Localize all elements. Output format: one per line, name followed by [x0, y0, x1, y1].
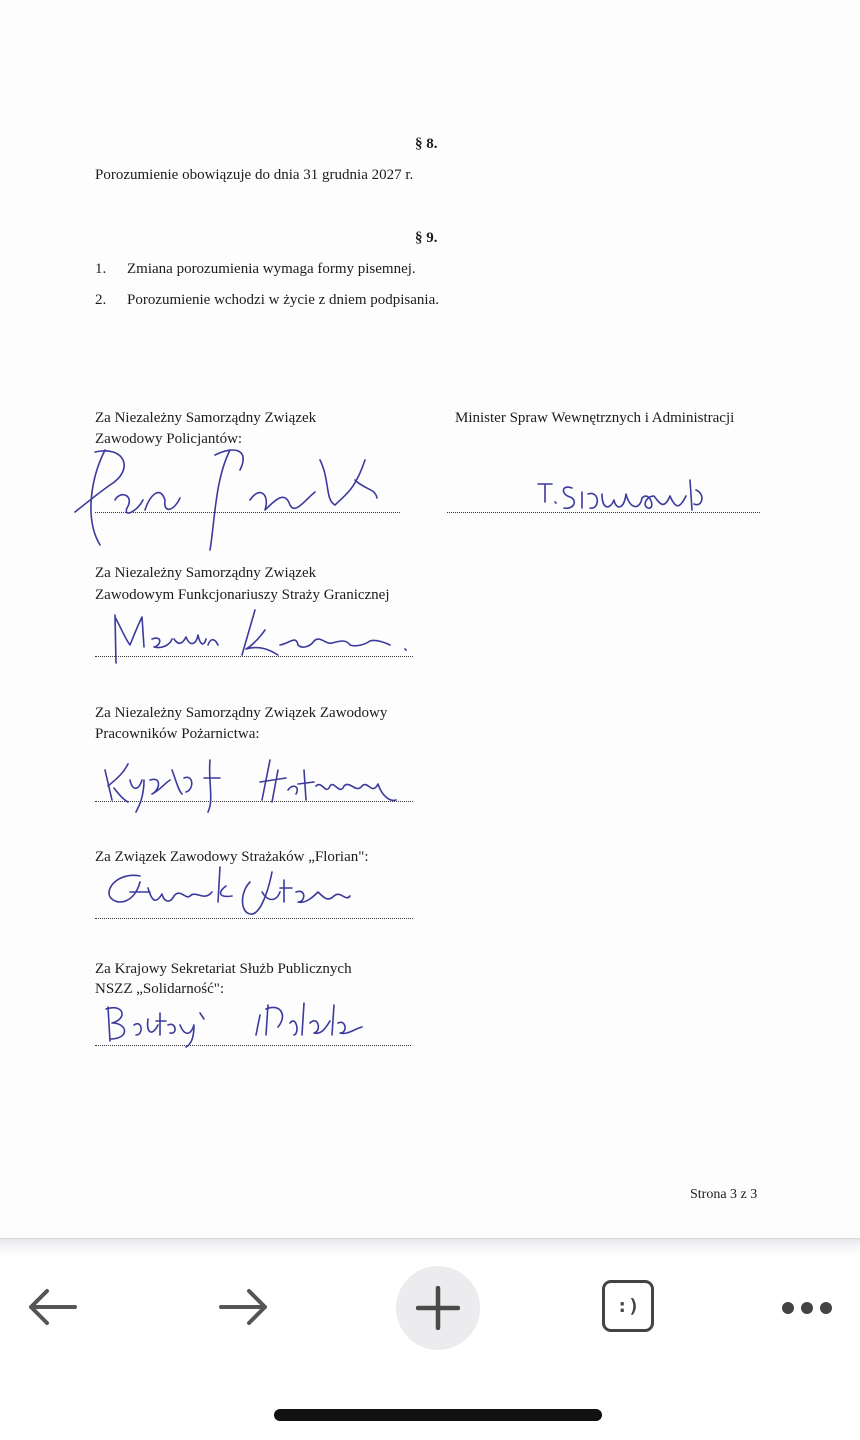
section-9-heading: § 9. [415, 230, 438, 246]
party-police-line-2: Zawodowy Policjantów: [95, 431, 243, 447]
tabs-count-label: :) [616, 1295, 640, 1317]
section-9-item-1-text: Zmiana porozumienia wymaga formy pisemnej. [127, 261, 416, 277]
signature-police [65, 440, 395, 555]
party-minister-line-1: Minister Spraw Wewnętrznych i Administracji [455, 410, 735, 426]
ellipsis-icon [779, 1300, 835, 1316]
party-solidarnosc-line-2: NSZZ „Solidarność": [95, 981, 225, 997]
home-indicator[interactable] [274, 1409, 602, 1421]
section-8-heading: § 8. [415, 136, 438, 152]
arrow-left-icon [23, 1285, 79, 1329]
section-8-text: Porozumienie obowiązuje do dnia 31 grudnia 2027 r. [95, 167, 414, 183]
signature-solidarnosc [100, 995, 390, 1050]
party-firefighters-line-1: Za Niezależny Samorządny Związek Zawodowy [95, 705, 388, 721]
forward-button[interactable] [214, 1276, 276, 1338]
signature-florian [100, 862, 400, 922]
signature-minister [530, 470, 720, 520]
section-9-item-2-number: 2. [95, 292, 107, 308]
party-border-guard-line-2: Zawodowym Funkcjonariuszy Straży Granicznej [95, 587, 390, 603]
signature-firefighters [100, 750, 420, 815]
party-solidarnosc-line-1: Za Krajowy Sekretariat Służb Publicznych [95, 961, 352, 977]
signature-border-guard [100, 605, 420, 665]
plus-icon [416, 1286, 460, 1330]
party-firefighters-line-2: Pracowników Pożarnictwa: [95, 726, 260, 742]
tabs-button[interactable] [602, 1280, 654, 1332]
party-border-guard-line-1: Za Niezależny Samorządny Związek [95, 565, 317, 581]
new-tab-button[interactable] [396, 1266, 480, 1350]
section-9-item-2-text: Porozumienie wchodzi w życie z dniem podpisania. [127, 292, 439, 308]
toolbar-divider [0, 1238, 860, 1257]
more-button[interactable] [776, 1284, 838, 1332]
party-florian-line-1: Za Związek Zawodowy Strażaków „Florian": [95, 849, 369, 865]
arrow-right-icon [217, 1285, 273, 1329]
section-9-item-1-number: 1. [95, 261, 107, 277]
page-number: Strona 3 z 3 [690, 1187, 758, 1202]
back-button[interactable] [20, 1276, 82, 1338]
party-police-line-1: Za Niezależny Samorządny Związek [95, 410, 317, 426]
